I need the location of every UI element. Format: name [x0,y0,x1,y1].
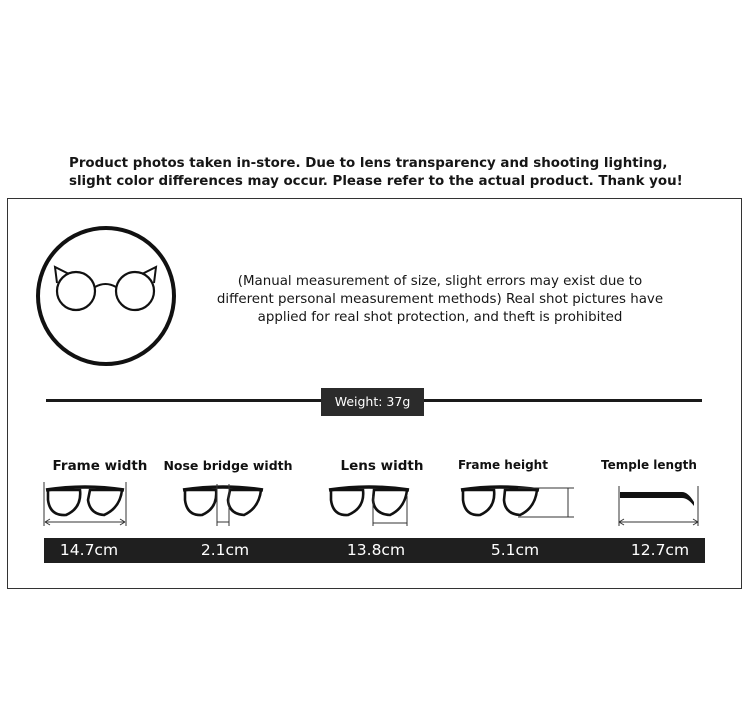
frame-height-label: Frame height [458,458,548,472]
nose-bridge-width-value: 2.1cm [200,541,250,559]
weight-badge: Weight: 37g [321,388,424,416]
notice-line-2: slight color differences may occur. Please refer to the actual product. Thank you! [69,174,683,189]
temple-length-value: 12.7cm [630,541,690,559]
cat-eye-glasses-icon [35,225,177,367]
temple-length-label: Temple length [601,458,697,472]
lens-width-glasses-icon [326,478,412,530]
nose-bridge-width-label: Nose bridge width [163,458,293,473]
notice-line-1: Product photos taken in-store. Due to lens transparency and shooting lighting, [69,156,668,171]
frame-width-value: 14.7cm [59,541,119,559]
store-photo-notice [69,155,729,191]
measurement-disclaimer [180,273,700,327]
measurement-line-1: (Manual measurement of size, slight errors may exist due to [237,274,643,289]
lens-width-label: Lens width [340,458,424,474]
frame-height-glasses-icon [458,478,580,530]
frame-width-label: Frame width [52,458,148,474]
temple-length-icon [614,478,704,530]
lens-width-value: 13.8cm [346,541,406,559]
frame-width-glasses-icon [40,478,132,530]
measurement-line-3: applied for real shot protection, and theft is prohibited [257,310,623,325]
measurement-line-2: different personal measurement methods) Real shot pictures have [216,292,664,307]
frame-height-value: 5.1cm [490,541,540,559]
nose-bridge-glasses-icon [180,478,266,530]
